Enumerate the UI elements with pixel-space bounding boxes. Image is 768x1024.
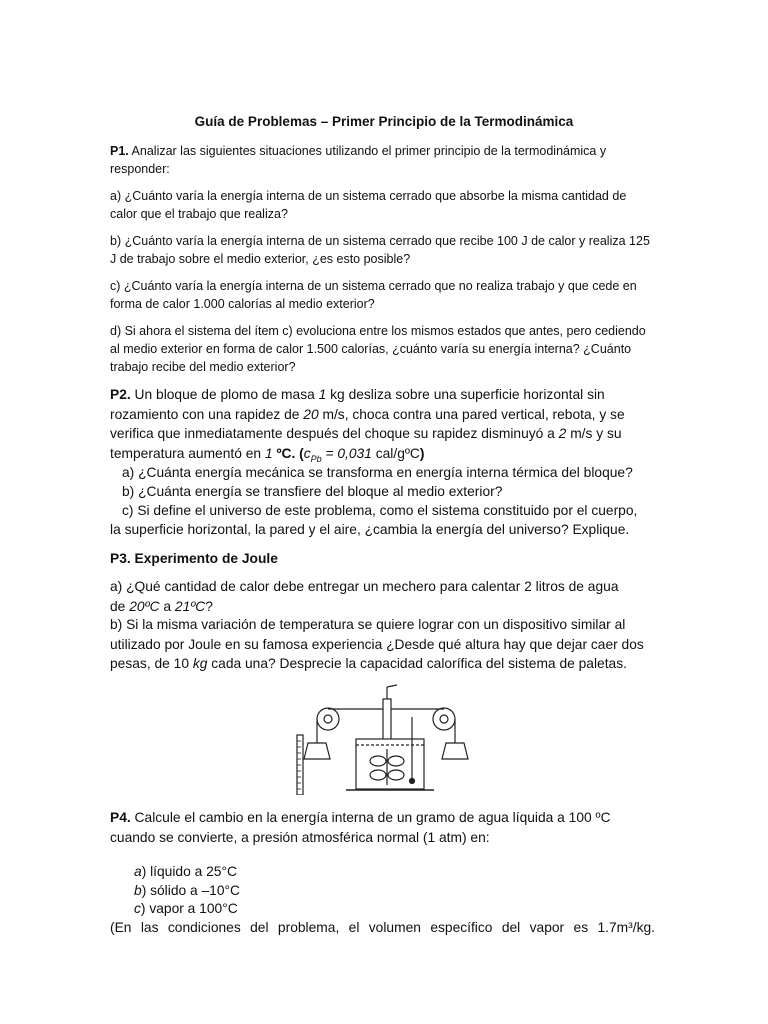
p3-temp-initial: 20ºC <box>129 598 160 614</box>
p2-label: P2. <box>110 387 131 402</box>
p1-item-a: a) ¿Cuánto varía la energía interna de un sistema cerrado que absorbe la misma cantidad de calor que el trabajo que realiza? <box>110 189 627 221</box>
left-pulley <box>317 708 339 730</box>
p4-item-b-label: b <box>134 883 142 898</box>
p2-item-c-line2: la superficie horizontal, la pared y el aire, ¿cambia la energía del universo? Explique. <box>110 522 630 537</box>
p2-specific-heat <box>303 445 372 464</box>
p4-item-a-label: a <box>134 864 142 879</box>
p4-statement <box>110 808 655 847</box>
p1-label: P1. <box>110 144 129 158</box>
p4-item-b-text: ) sólido a –10°C <box>141 883 241 898</box>
p1-item-c: c) ¿Cuánto varía la energía interna de un sistema cerrado que no realiza trabajo y que cede en forma de calor 1.000 calorías al medio exterior? <box>110 279 637 311</box>
p2-speed-initial: 20 <box>303 406 319 422</box>
p3-item-a-line1: a) ¿Qué cantidad de calor debe entregar un mechero para calentar 2 litros de agua <box>110 579 619 594</box>
p3-item-a <box>110 577 655 616</box>
p2-text: m/s y su temperatura aumentó en <box>110 426 622 461</box>
joule-apparatus-diagram <box>294 683 474 795</box>
spindle-crank-handle <box>387 685 397 687</box>
right-pulley <box>433 708 455 730</box>
p4-item-c-text: ) vapor a 100°C <box>140 901 238 916</box>
p3-heading <box>110 549 655 569</box>
p3-text: de <box>110 598 130 614</box>
p2-text: m/s, choca contra una pared vertical, rebota, y se verifica que inmediatamente después del choque su rapidez disminuyó a <box>110 406 625 441</box>
p2-speed-final: 2 <box>558 426 567 441</box>
p3-item-a-line2 <box>110 597 655 617</box>
cp-value: = 0,031 <box>321 445 372 461</box>
p2-temp-change: 1 <box>264 445 273 461</box>
p2-item-b: b) ¿Cuánta energía se transfiere del bloque al medio exterior? <box>122 484 503 499</box>
p4-note: (En las condiciones del problema, el volumen específico del vapor es 1.7m³/kg. <box>110 920 655 935</box>
p4-item-c-label: c <box>134 901 141 916</box>
p3-text: b) Si la misma variación de temperatura se quiere lograr con un dispositivo similar al utilizado por Joule en su famosa experiencia ¿Desde qué altura hay que dejar caer dos pesas, de 10 <box>110 617 644 671</box>
p1-intro <box>110 142 655 178</box>
right-pulley-hub <box>440 715 448 723</box>
left-pulley-hub <box>324 715 332 723</box>
p4-item-a-text: ) líquido a 25°C <box>141 864 237 879</box>
p2-text: ºC. ( <box>272 445 304 461</box>
left-weight <box>304 743 330 759</box>
p1-intro-text: Analizar las siguientes situaciones utilizando el primer principio de la termodinámica y responder: <box>110 144 607 176</box>
p2-text: ) <box>419 445 425 461</box>
p3-item-b <box>110 615 655 674</box>
page-title: Guía de Problemas – Primer Principio de la Termodinámica <box>194 114 574 129</box>
p2-item-a: a) ¿Cuánta energía mecánica se transforma en energía interna térmica del bloque? <box>122 465 633 480</box>
p4-item-b <box>110 881 679 901</box>
p4-item-a <box>110 862 679 882</box>
right-weight <box>442 743 468 759</box>
p4-intro-text: Calcule el cambio en la energía interna de un gramo de agua líquida a 100 ºC cuando se convierte, a presión atmosférica normal (1 atm) en: <box>110 810 611 845</box>
cp-unit: cal/gºC <box>371 445 420 461</box>
p4-label: P4. <box>110 810 131 825</box>
p3-text: cada una? Desprecie la capacidad calorífica del sistema de paletas. <box>207 656 627 671</box>
cp-symbol: c <box>303 445 311 461</box>
p3-text: ? <box>205 598 213 614</box>
p1-item-b: b) ¿Cuánto varía la energía interna de un sistema cerrado que recibe 100 J de calor y realiza 125 J de trabajo sobre el medio exterior, ¿es esto posible? <box>110 234 650 266</box>
p3-mass-unit: kg <box>192 656 208 671</box>
p3-text: a <box>159 598 175 614</box>
p2-text: kg desliza sobre una superficie horizontal sin rozamiento con una rapidez de <box>110 387 605 422</box>
p3-temp-final: 21ºC <box>174 598 206 614</box>
p2-text: Un bloque de plomo de masa <box>130 387 319 402</box>
p2-item-c-line1: c) Si define el universo de este problema, como el sistema constituido por el cuerpo, <box>122 503 638 518</box>
p4-item-c <box>110 899 679 919</box>
p2-statement <box>110 385 655 469</box>
p3-label: P3. Experimento de Joule <box>110 551 278 566</box>
cp-subscript: Pb <box>310 453 322 464</box>
p2-mass: 1 <box>318 387 327 402</box>
p1-item-d: d) Si ahora el sistema del ítem c) evoluciona entre los mismos estados que antes, pero cediendo al medio exterior en forma de calor 1.500 calorías, ¿cuánto varía su energía interna? ¿Cuánto trabajo recibe del medio exterior? <box>110 324 646 374</box>
thermometer-bulb <box>410 779 415 784</box>
